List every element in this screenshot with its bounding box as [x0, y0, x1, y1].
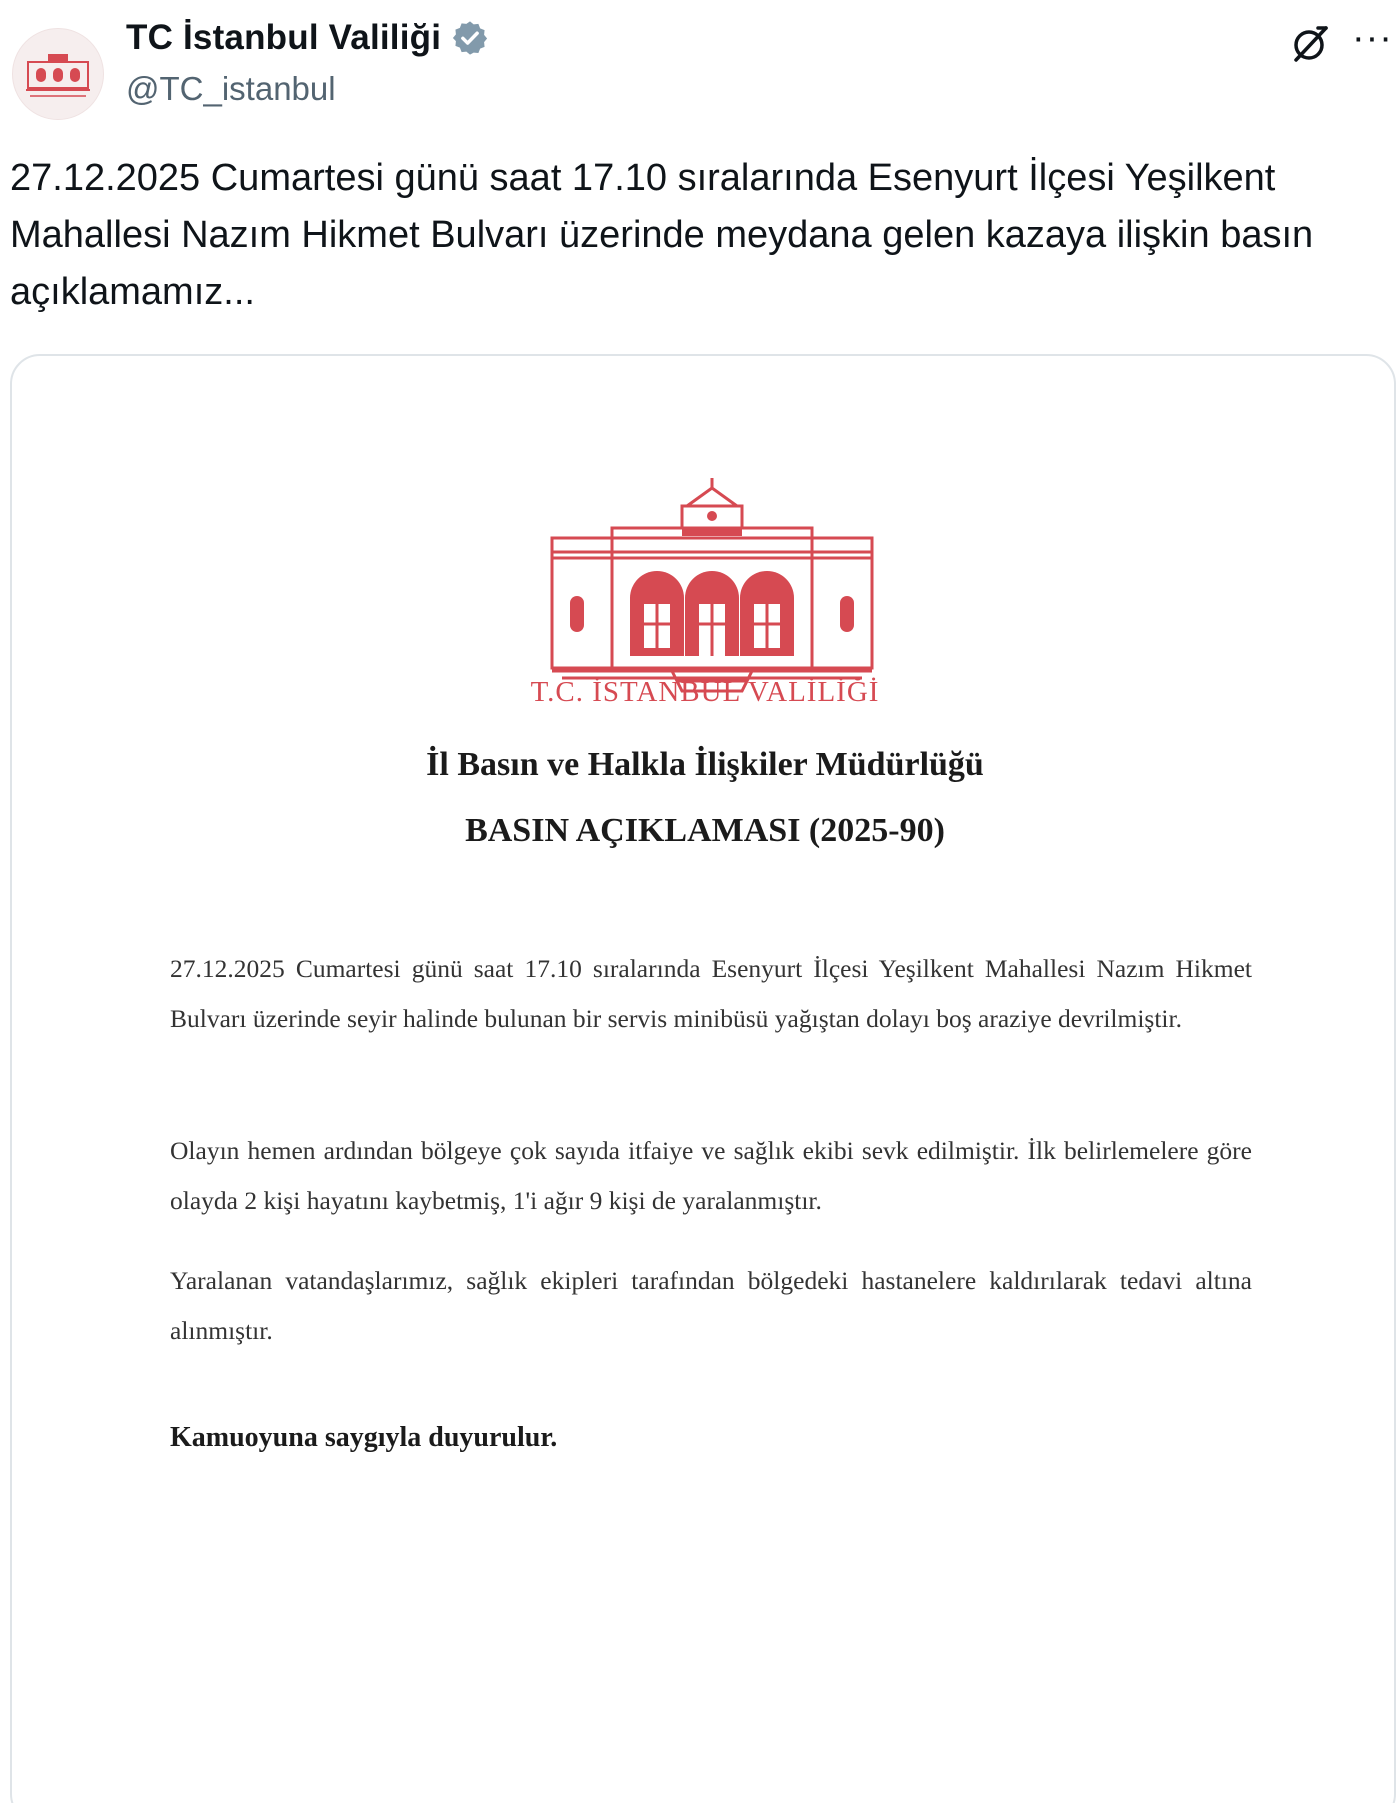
display-name[interactable]: TC İstanbul Valiliği — [126, 18, 442, 57]
document-paragraph: Yaralanan vatandaşlarımız, sağlık ekipleri tarafından bölgedeki hastanelere kaldırılarak tedavi altına alınmıştır. — [170, 1266, 1252, 1345]
document-subheading: BASIN AÇIKLAMASI (2025-90) — [465, 812, 945, 849]
author-name-row[interactable] — [126, 18, 489, 58]
handle[interactable]: @TC_istanbul — [126, 70, 336, 107]
verified-badge-icon — [451, 19, 489, 57]
grok-icon[interactable] — [1288, 22, 1332, 66]
document-paragraph: 27.12.2025 Cumartesi günü saat 17.10 sıralarında Esenyurt İlçesi Yeşilkent Mahallesi Nazım Hikmet Bulvarı üzerinde seyir halinde bulunan bir servis minibüsü yağıştan dolayı boş araziye devrilmiştir. — [170, 954, 1252, 1033]
tweet-text: 27.12.2025 Cumartesi günü saat 17.10 sıralarında Esenyurt İlçesi Yeşilkent Mahallesi Nazım Hikmet Bulvarı üzerinde meydana gelen kazaya ilişkin basın açıklamamız... — [10, 157, 1314, 313]
media-card[interactable] — [10, 354, 1396, 1803]
avatar[interactable] — [12, 28, 104, 120]
more-icon[interactable]: ··· — [1352, 17, 1393, 59]
document-heading: İl Basın ve Halkla İlişkiler Müdürlüğü — [426, 746, 984, 783]
avatar-logo — [18, 44, 98, 104]
document-paragraph: Olayın hemen ardından bölgeye çok sayıda itfaiye ve sağlık ekibi sevk edilmiştir. İlk belirlemelere göre olayda 2 kişi hayatını kaybetmiş, 1'i ağır 9 kişi de yaralanmıştır. — [170, 1136, 1252, 1215]
logo-caption: T.C. İSTANBUL VALİLİĞİ — [530, 676, 880, 708]
istanbul-governorship-logo — [532, 466, 892, 706]
document-closing: Kamuoyuna saygıyla duyurulur. — [170, 1422, 558, 1453]
